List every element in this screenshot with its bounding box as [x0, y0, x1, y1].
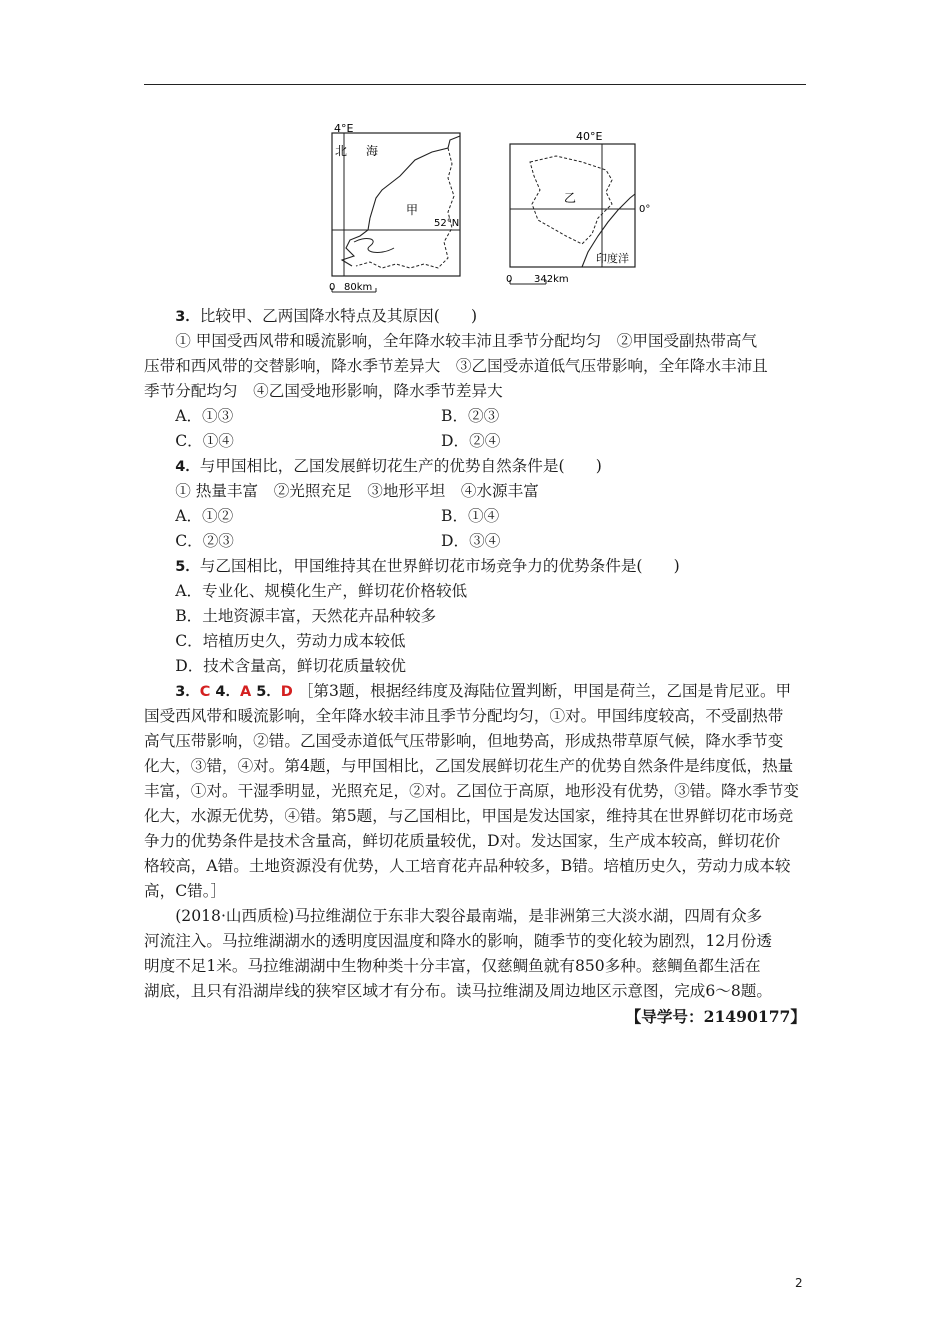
- question-5-text: 与乙国相比，甲国维持其在世界鲜切花市场竞争力的优势条件是( ): [199, 557, 680, 575]
- question-3-options-row: [144, 404, 806, 429]
- map-netherlands: [329, 122, 460, 293]
- question-4-stem: [144, 454, 806, 479]
- question-4-statements: ① 热量丰富 ②光照充足 ③地形平坦 ④水源丰富: [175, 482, 539, 500]
- option-c[interactable]: C．②③: [175, 532, 234, 550]
- map1-sea-label-1: 北: [335, 144, 348, 158]
- map1-scale-label: 80km: [344, 282, 373, 293]
- option-b[interactable]: B．土地资源丰富，天然花卉品种较多: [175, 607, 437, 625]
- explanation-line: 化大，③错，④对。第4题，与甲国相比，乙国发展鲜切花生产的优势自然条件是纬度低，热量: [144, 757, 794, 775]
- question-4-options-row: [144, 504, 806, 529]
- explanation-line: 化大，水源无优势，④错。第5题，与乙国相比，甲国是发达国家，维持其在世界鲜切花市场竞: [144, 807, 794, 825]
- map1-country-label: 甲: [406, 203, 419, 217]
- answer-4-letter: A: [240, 684, 252, 700]
- header-rule: [144, 84, 806, 85]
- option-d[interactable]: D．③④: [441, 532, 501, 550]
- question-3-statement-line: 压带和西风带的交替影响，降水季节差异大 ③乙国受赤道低气压带影响，全年降水丰沛且: [144, 357, 768, 375]
- map2-ocean-label: 印度洋: [596, 252, 629, 265]
- map1-scale-zero: 0: [329, 282, 336, 293]
- map2-lat-label: 0°: [639, 204, 651, 215]
- option-a[interactable]: A．专业化、规模化生产，鲜切花价格较低: [175, 582, 468, 600]
- content: [144, 304, 806, 1029]
- explanation-line: 丰富，①对。干湿季明显，光照充足，②对。乙国位于高原，地形没有优势，③错。降水季节变: [144, 782, 799, 800]
- intro-line: (2018·山西质检)马拉维湖位于东非大裂谷最南端，是非洲第三大淡水湖，四周有众多: [175, 907, 763, 925]
- intro-line: 河流注入。马拉维湖湖水的透明度因温度和降水的影响，随季节的变化较为剧烈，12月份透: [144, 932, 772, 950]
- option-d[interactable]: D．技术含量高，鲜切花质量较优: [175, 657, 407, 675]
- map2-country-label: 乙: [564, 191, 577, 205]
- question-4-text: 与甲国相比，乙国发展鲜切花生产的优势自然条件是( ): [199, 457, 602, 475]
- answer-3-letter: C: [199, 684, 211, 700]
- answer-4-number: 4．: [215, 684, 240, 700]
- question-3-statement-line: 季节分配均匀 ④乙国受地形影响，降水季节差异大: [144, 382, 503, 400]
- explanation-line: 高，C错。］: [144, 882, 227, 900]
- map-figure: [320, 118, 660, 298]
- option-c[interactable]: C．培植历史久，劳动力成本较低: [175, 632, 406, 650]
- map-kenya: [506, 130, 650, 285]
- question-5-stem: [144, 554, 806, 579]
- explanation-line: 国受西风带和暖流影响，全年降水较丰沛且季节分配均匀，①对。甲国纬度较高，不受副热带: [144, 707, 784, 725]
- map2-scale-zero: 0: [506, 274, 513, 285]
- question-3-number: 3．: [175, 309, 200, 325]
- map2-lon-label: 40°E: [576, 130, 603, 143]
- question-4-number: 4．: [175, 459, 200, 475]
- map2-scale-label: 342km: [534, 274, 569, 285]
- explanation-line: 高气压带影响，②错。乙国受赤道低气压带影响，但地势高，形成热带草原气候，降水季节变: [144, 732, 784, 750]
- option-a[interactable]: A．①③: [175, 407, 234, 425]
- map1-sea-label-2: 海: [366, 144, 379, 158]
- map1-lon-label: 4°E: [334, 122, 354, 135]
- explanation-line: 格较高，A错。土地资源没有优势，人工培育花卉品种较多，B错。培植历史久，劳动力成本较: [144, 857, 791, 875]
- intro-line: 湖底，且只有沿湖岸线的狭窄区域才有分布。读马拉维湖及周边地区示意图，完成6～8题。: [144, 982, 772, 1000]
- option-c[interactable]: C．①④: [175, 432, 234, 450]
- answer-line: [144, 679, 806, 704]
- question-3-stem: [144, 304, 806, 329]
- question-3-text: 比较甲、乙两国降水特点及其原因( ): [199, 307, 478, 325]
- explanation-line: ［第3题，根据经纬度及海陆位置判断，甲国是荷兰，乙国是肯尼亚。甲: [297, 682, 792, 700]
- map1-river: [354, 239, 394, 253]
- intro-line: 明度不足1米。马拉维湖湖中生物种类十分丰富，仅慈鲷鱼就有850多种。慈鲷鱼都生活在: [144, 957, 761, 975]
- option-a[interactable]: A．①②: [175, 507, 234, 525]
- question-3-options-row: [144, 429, 806, 454]
- guide-number: 【导学号：21490177】: [625, 1007, 806, 1026]
- page-number: 2: [795, 1276, 803, 1290]
- question-5-number: 5．: [175, 559, 200, 575]
- option-b[interactable]: B．②③: [441, 407, 500, 425]
- map1-lat-label: 52°N: [434, 218, 460, 229]
- option-b[interactable]: B．①④: [441, 507, 500, 525]
- question-3-statement-line: ① 甲国受西风带和暖流影响，全年降水较丰沛且季节分配均匀 ②甲国受副热带高气: [175, 332, 758, 350]
- answer-5-number: 5．: [256, 684, 281, 700]
- map1-border: [356, 148, 454, 268]
- answer-3-number: 3．: [175, 684, 200, 700]
- question-4-options-row: [144, 529, 806, 554]
- option-d[interactable]: D．②④: [441, 432, 501, 450]
- answer-5-letter: D: [280, 684, 293, 700]
- map1-estuary: [342, 218, 370, 266]
- explanation-line: 争力的优势条件是技术含量高，鲜切花质量较优，D对。发达国家，生产成本较高，鲜切花价: [144, 832, 781, 850]
